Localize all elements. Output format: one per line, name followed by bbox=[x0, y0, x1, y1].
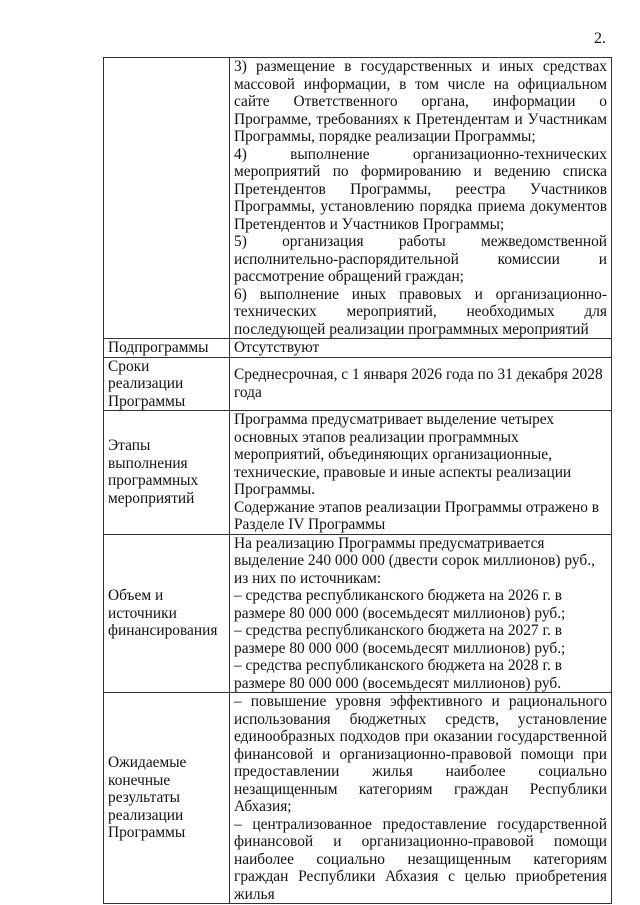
list-item: – средства республиканского бюджета на 2027 г. в размере 80 000 000 (восемьдесят миллионов) руб.; bbox=[234, 622, 566, 657]
list-item: 4) выполнение организационно-технических мероприятий по формированию и ведению списка Претендентов Программы, реестра Участников Программы, установлению порядка приема документов Претендентов и Участников Программы; bbox=[234, 145, 607, 233]
row-content bbox=[230, 411, 612, 535]
row-label: Объем и источники финансирования bbox=[104, 534, 230, 693]
list-item: 3) размещение в государственных и иных средствах массовой информации, в том числе на официальном сайте Ответственного органа, информации о Программе, требованиях к Претендентам и Участникам Программы, порядке реализации Программы; bbox=[234, 58, 607, 145]
table-row bbox=[104, 339, 612, 358]
row-content bbox=[230, 339, 612, 358]
table-row bbox=[104, 58, 612, 339]
list-item: 6) выполнение иных правовых и организационно-технических мероприятий, необходимых для последующей реализации программных мероприятий bbox=[234, 285, 607, 338]
list-item: – повышение уровня эффективного и рационального использования бюджетных средств, установление единообразных подходов при оказании государственной финансовой и организационно-правовой помощи при предоставлении жилья наиболее социально незащищенным категориям граждан Республики Абхазия; bbox=[234, 693, 607, 815]
list-item: – средства республиканского бюджета на 2026 г. в размере 80 000 000 (восемьдесят миллионов) руб.; bbox=[234, 587, 566, 622]
list-item: Содержание этапов реализации Программы отражено в Разделе IV Программы bbox=[234, 498, 600, 533]
row-label: Сроки реализации Программы bbox=[104, 357, 230, 411]
page-number: 2. bbox=[594, 30, 606, 47]
row-label: Подпрограммы bbox=[104, 339, 230, 358]
list-item: На реализацию Программы предусматривается выделение 240 000 000 (двести сорок миллионов) руб., из них по источникам: bbox=[234, 534, 595, 587]
list-item: – централизованное предоставление государственной финансовой и организационно-правовой помощи наиболее социально незащищенным категориям граждан Республики Абхазия с целью приобретения жилья bbox=[234, 815, 607, 903]
row-content bbox=[230, 357, 612, 411]
program-passport-table bbox=[103, 57, 612, 904]
table-row bbox=[104, 411, 612, 535]
row-content bbox=[230, 534, 612, 693]
list-item: Программа предусматривает выделение четырех основных этапов реализации программных мероприятий, объединяющих организационные, технические, правовые и иные аспекты реализации Программы. bbox=[234, 411, 572, 498]
list-item: 5) организация работы межведомственной исполнительно-распорядительной комиссии и рассмотрение обращений граждан; bbox=[234, 233, 607, 285]
list-item: Среднесрочная, с 1 января 2026 года по 31 декабря 2028 года bbox=[234, 366, 603, 401]
row-label: Этапы выполнения программных мероприятий bbox=[104, 411, 230, 535]
list-item: – средства республиканского бюджета на 2028 г. в размере 80 000 000 (восемьдесят миллионов) руб. bbox=[234, 657, 562, 692]
row-label: Ожидаемые конечные результаты реализации Программы bbox=[104, 693, 230, 904]
table-row bbox=[104, 357, 612, 411]
list-item: Отсутствуют bbox=[234, 339, 320, 356]
table-row bbox=[104, 693, 612, 904]
row-content bbox=[230, 693, 612, 904]
row-content bbox=[230, 58, 612, 339]
table-row bbox=[104, 534, 612, 693]
row-label bbox=[104, 58, 230, 339]
